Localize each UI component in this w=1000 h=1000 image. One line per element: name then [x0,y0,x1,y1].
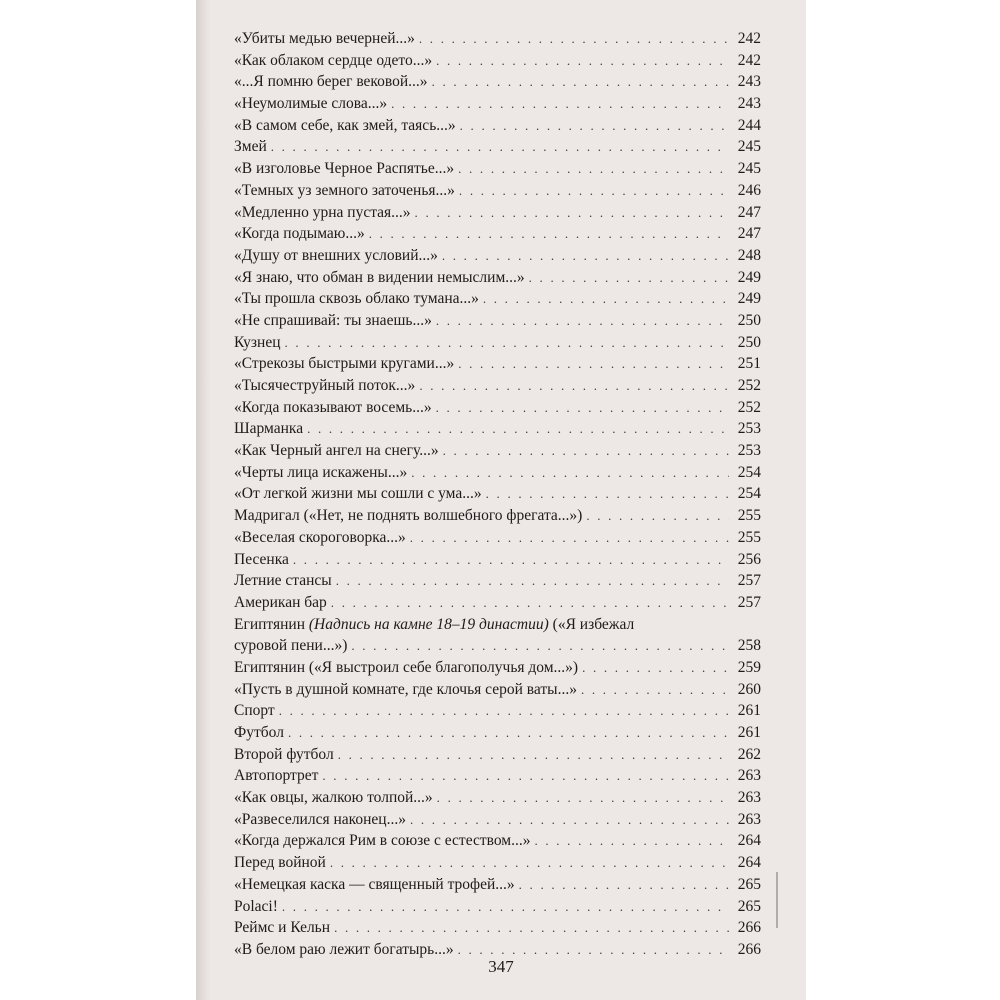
toc-entry-page: 260 [737,680,761,698]
toc-entry-page: 257 [737,593,761,611]
toc-entry-page: 243 [737,95,761,113]
toc-entry-title: Реймс и Кельн [234,919,331,937]
dot-leader [486,483,729,505]
toc-entry-page: 252 [737,398,761,416]
toc-entry [234,288,761,310]
toc-entry-page: 259 [737,658,761,676]
toc-entry-title: «Развеселился наконец...» [234,810,406,828]
toc-entry-title: «Черты лица искажены...» [234,463,408,481]
dot-leader [419,28,729,50]
toc-entry [234,332,761,354]
toc-entry-title: Перед войной [234,854,326,872]
toc-entry-title: «Ты прошла сквозь облако тумана...» [234,290,479,308]
toc-entry-title: «От легкой жизни мы сошли с ума...» [234,485,482,503]
dot-leader [483,288,729,310]
toc-entry [234,158,761,180]
toc-entry-title: Второй футбол [234,745,334,763]
toc-entry [234,375,761,397]
dot-leader [331,592,729,614]
dot-leader [334,917,729,939]
toc-entry [234,418,761,440]
toc-entry [234,917,761,939]
dot-leader [307,418,729,440]
dot-leader [460,115,729,137]
toc-entry-page: 256 [737,550,761,568]
toc-entry [234,527,761,549]
dot-leader [586,505,729,527]
toc-entry-title: Американ бар [234,593,327,611]
toc-entry-page: 247 [737,225,761,243]
page-number: 347 [488,957,514,976]
toc-entry-title: Polaci! [234,897,278,915]
toc-entry-title: «Пусть в душной комнате, где клочья серой ваты...» [234,680,577,698]
toc-entry-title: «Как Черный ангел на снегу...» [234,442,439,460]
toc-entry-page: 245 [737,160,761,178]
toc-entry [234,700,761,722]
toc-entry [234,223,761,245]
toc-entry [234,180,761,202]
toc-entry-page: 254 [737,485,761,503]
dot-leader [330,852,729,874]
toc-entry-title: Шарманка [234,420,304,438]
toc-entry-page: 264 [737,854,761,872]
toc-entry [234,71,761,93]
dot-leader [288,722,729,744]
toc-entry [234,549,761,571]
toc-entry-title: Автопортрет [234,767,319,785]
dot-leader [581,679,729,701]
toc-entry-title: «Неумолимые слова...» [234,95,388,113]
toc-entry-page: 243 [737,73,761,91]
toc-entry [234,267,761,289]
toc-entry-title: «Когда показывают восемь...» [234,398,432,416]
page-gutter-shadow [196,0,210,1000]
toc-entry-page: 247 [737,203,761,221]
toc-entry-title: «Как овцы, жалкою толпой...» [234,789,433,807]
margin-mark [776,872,778,928]
toc-entry-title: Мадригал («Нет, не поднять волшебного фрегата...») [234,507,583,525]
toc-entry-page: 252 [737,377,761,394]
toc-entry-title: «Как облаком сердце одето...» [234,51,433,69]
toc-entries-bottom [234,657,761,961]
book-page [196,0,806,1000]
toc-entry [234,809,761,831]
toc-entry-title: Египтянин («Я выстроил себе благополучья дом...») [234,658,579,676]
toc-entry-page: 249 [737,268,761,286]
toc-entry-title: «В изголовье Черное Распятье...» [234,160,455,178]
dot-leader [432,71,729,93]
dot-leader [410,809,729,831]
dot-leader [338,744,729,766]
toc-entry-title: «Когда подымаю...» [234,225,365,243]
table-of-contents [234,28,761,961]
toc-entry-title: «Темных уз земного заточенья...» [234,181,455,199]
toc-entry-page: 249 [737,290,761,308]
toc-entry-page: 248 [737,246,761,264]
dot-leader [458,158,729,180]
toc-entry-title: «Когда держался Рим в союзе с естеством...» [234,832,531,850]
toc-entry [234,397,761,419]
toc-entry-page: 251 [737,355,761,373]
toc-entry [234,93,761,115]
toc-entry [234,679,761,701]
dot-leader [279,700,729,722]
toc-entry-title: Кузнец [234,333,281,351]
toc-entry-page: 258 [737,637,761,655]
dot-leader [391,93,729,115]
toc-entry [234,115,761,137]
toc-entry-page: 250 [737,311,761,329]
toc-entries-top [234,28,761,614]
toc-entry-page: 255 [737,507,761,525]
dot-leader [529,267,729,289]
toc-entry-page: 245 [737,138,761,156]
toc-entry [234,136,761,158]
toc-entry-title: «Я знаю, что обман в видении немыслим...» [234,268,525,286]
toc-entry-page: 242 [737,30,761,47]
toc-entry-continuation [234,635,761,657]
toc-entry-title: Египтянин (Надпись на камне 18–19 династии) («Я избежал [234,615,635,633]
dot-leader [419,375,729,397]
toc-entry [234,852,761,874]
dot-leader [443,440,729,462]
toc-entry [234,592,761,614]
toc-entry-page: 261 [737,724,761,741]
toc-entry-page: 255 [737,528,761,546]
toc-entry [234,353,761,375]
dot-leader [369,223,729,245]
toc-entry-title: «Убиты медью вечерней...» [234,30,415,47]
toc-entry-title: Песенка [234,550,289,568]
dot-leader [436,50,729,72]
toc-entry-title: Змей [234,138,267,156]
toc-entry [234,202,761,224]
dot-leader [285,332,729,354]
toc-entry [234,830,761,852]
toc-entry-title: «Душу от внешних условий...» [234,246,438,264]
toc-entry [234,28,761,50]
dot-leader [458,353,729,375]
toc-entry-title: «В самом себе, как змей, таясь...» [234,116,456,134]
toc-entry [234,765,761,787]
dot-leader [459,180,729,202]
toc-entry [234,440,761,462]
dot-leader [582,657,729,679]
toc-entry [234,570,761,592]
toc-entry-title: «Медленно урна пустая...» [234,203,411,221]
toc-entry-title: «Стрекозы быстрыми кругами...» [234,355,455,373]
toc-entry [234,744,761,766]
dot-leader [534,830,729,852]
toc-entry-title: «Не спрашивай: ты знаешь...» [234,311,432,329]
toc-entry [234,462,761,484]
toc-entry-page: 263 [737,767,761,785]
toc-entry-page: 250 [737,333,761,351]
toc-entry-page: 254 [737,463,761,481]
toc-entry-page: 261 [737,702,761,720]
dot-leader [322,765,729,787]
dot-leader [442,245,729,267]
toc-entry-page: 246 [737,181,761,199]
toc-entry-title: «Тысячеструйный поток...» [234,377,416,394]
toc-entry-page: 263 [737,789,761,807]
dot-leader [436,310,729,332]
dot-leader [282,896,729,918]
toc-entry-page: 266 [737,919,761,937]
dot-leader [519,874,729,896]
toc-entry [234,245,761,267]
toc-entry-page: 265 [737,875,761,893]
toc-entry-page: 265 [737,897,761,915]
toc-entry-page: 253 [737,442,761,460]
toc-entry [234,787,761,809]
toc-entry-title: «Немецкая каска — священный трофей...» [234,875,515,893]
toc-entry-page: 263 [737,810,761,828]
toc-entry-page: 264 [737,832,761,850]
toc-entry [234,310,761,332]
toc-entry-title: «...Я помню берег вековой...» [234,73,428,91]
toc-entry [234,874,761,896]
toc-entry-page: 242 [737,51,761,69]
dot-leader [351,635,729,657]
dot-leader [415,202,729,224]
toc-entry [234,50,761,72]
toc-entry [234,657,761,679]
toc-entry-page: 244 [737,116,761,134]
toc-entry-title: «Веселая скороговорка...» [234,528,406,546]
dot-leader [411,462,729,484]
toc-entry-title: «В белом раю лежит богатырь...» [234,940,454,958]
toc-entry-egyptian-inscription [234,614,761,636]
toc-entry-page: 266 [737,940,761,958]
toc-entry-page: 253 [737,420,761,438]
toc-entry-title: Летние стансы [234,572,332,590]
toc-entry [234,505,761,527]
dot-leader [410,527,729,549]
dot-leader [437,787,729,809]
toc-entry-page: 262 [737,745,761,763]
toc-entry [234,483,761,505]
toc-entry-title: Футбол [234,724,284,741]
toc-entry [234,722,761,744]
dot-leader [271,136,729,158]
toc-entry-title: суровой пени...») [234,637,348,655]
dot-leader [436,397,729,419]
dot-leader [293,549,729,571]
toc-entry [234,896,761,918]
toc-entry-page: 257 [737,572,761,590]
toc-entry-title: Спорт [234,702,275,720]
dot-leader [336,570,729,592]
